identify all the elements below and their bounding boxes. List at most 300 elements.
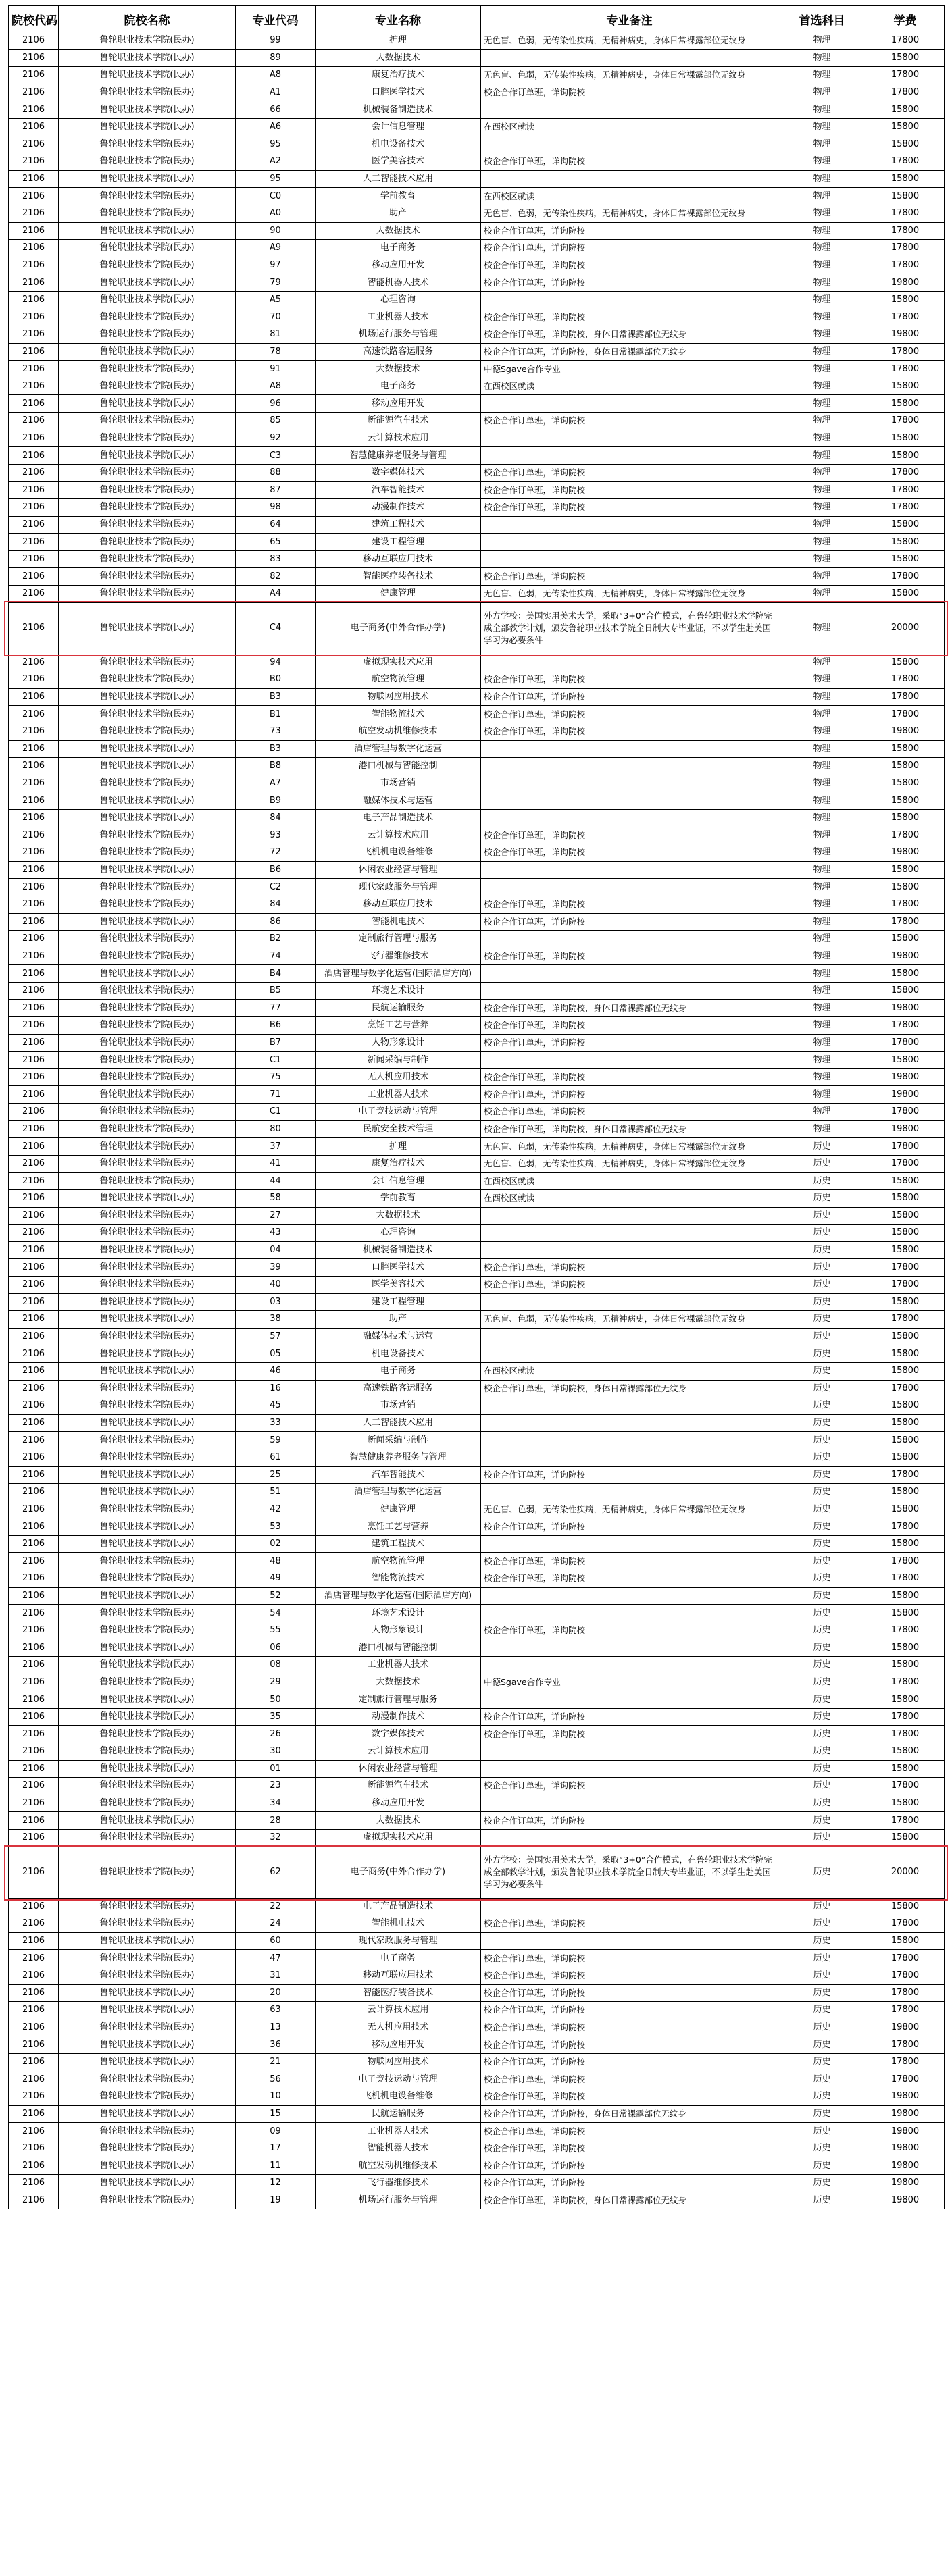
cell-major-name: 物联网应用技术 (316, 688, 481, 706)
table-row (9, 118, 945, 136)
cell-major-name: 健康管理 (316, 586, 481, 603)
cell-school-code: 2106 (9, 1622, 59, 1639)
cell-major-name: 智能机电技术 (316, 1915, 481, 1933)
cell-fee: 17800 (866, 1984, 945, 2002)
table-row (9, 1743, 945, 1761)
cell-major-note: 在西校区就读 (481, 1173, 778, 1190)
header-school-name: 院校名称 (59, 6, 236, 32)
cell-major-code: 52 (236, 1587, 316, 1605)
cell-major-note (481, 809, 778, 827)
cell-fee: 15800 (866, 1225, 945, 1242)
cell-major-code: 98 (236, 499, 316, 517)
cell-major-code: 82 (236, 568, 316, 586)
cell-subject: 历史 (778, 2105, 866, 2123)
table-row (9, 723, 945, 740)
cell-major-note (481, 1535, 778, 1553)
cell-major-note (481, 1207, 778, 1225)
cell-subject: 物理 (778, 1104, 866, 1121)
cell-school-code: 2106 (9, 49, 59, 67)
table-row (9, 654, 945, 671)
cell-major-code: 24 (236, 1915, 316, 1933)
cell-major-code: 43 (236, 1225, 316, 1242)
cell-major-note: 校企合作订单班，详询院校，身体日常裸露部位无纹身 (481, 1120, 778, 1138)
cell-school-name: 鲁轮职业技术学院(民办) (59, 1052, 236, 1069)
cell-major-name: 高速铁路客运服务 (316, 1380, 481, 1397)
cell-major-code: 40 (236, 1276, 316, 1293)
cell-major-code: 88 (236, 464, 316, 482)
table-row (9, 395, 945, 413)
cell-major-name: 口腔医学技术 (316, 1259, 481, 1277)
table-row (9, 136, 945, 153)
cell-school-name: 鲁轮职业技术学院(民办) (59, 809, 236, 827)
cell-school-name: 鲁轮职业技术学院(民办) (59, 586, 236, 603)
cell-fee: 17800 (866, 2002, 945, 2019)
cell-subject: 历史 (778, 1484, 866, 1501)
cell-major-code: 94 (236, 654, 316, 671)
table-row (9, 1932, 945, 1950)
cell-major-code: A8 (236, 67, 316, 84)
cell-major-code: 16 (236, 1380, 316, 1397)
cell-major-code: 08 (236, 1657, 316, 1674)
cell-school-code: 2106 (9, 1501, 59, 1518)
cell-subject: 物理 (778, 84, 866, 101)
cell-fee: 17800 (866, 2036, 945, 2054)
cell-major-name: 酒店管理与数字化运营 (316, 740, 481, 758)
cell-school-name: 鲁轮职业技术学院(民办) (59, 1915, 236, 1933)
table-row (9, 688, 945, 706)
cell-school-code: 2106 (9, 257, 59, 274)
cell-fee: 15800 (866, 740, 945, 758)
cell-major-name: 智能医疗装备技术 (316, 1984, 481, 2002)
cell-subject: 历史 (778, 1622, 866, 1639)
cell-school-code: 2106 (9, 1743, 59, 1761)
cell-major-name: 大数据技术 (316, 1812, 481, 1830)
table-row (9, 1622, 945, 1639)
table-row (9, 1898, 945, 1915)
cell-school-name: 鲁轮职业技术学院(民办) (59, 1138, 236, 1156)
cell-fee: 15800 (866, 1639, 945, 1657)
cell-school-name: 鲁轮职业技术学院(民办) (59, 931, 236, 948)
cell-major-note (481, 1484, 778, 1501)
cell-major-note (481, 101, 778, 119)
cell-school-code: 2106 (9, 2088, 59, 2106)
cell-major-name: 人工智能技术应用 (316, 1414, 481, 1432)
cell-major-note (481, 534, 778, 551)
cell-school-code: 2106 (9, 1276, 59, 1293)
cell-subject: 历史 (778, 1605, 866, 1622)
cell-major-code: 86 (236, 913, 316, 931)
cell-major-name: 融媒体技术与运营 (316, 1328, 481, 1345)
cell-major-code: 23 (236, 1778, 316, 1795)
cell-school-name: 鲁轮职业技术学院(民办) (59, 1293, 236, 1311)
table-row (9, 2019, 945, 2036)
cell-subject: 物理 (778, 758, 866, 775)
table-row (9, 740, 945, 758)
table-row (9, 1293, 945, 1311)
cell-major-code: 61 (236, 1449, 316, 1466)
cell-subject: 物理 (778, 534, 866, 551)
table-row (9, 1397, 945, 1415)
table-row (9, 896, 945, 913)
cell-school-code: 2106 (9, 1829, 59, 1847)
cell-major-code: C4 (236, 602, 316, 654)
cell-school-code: 2106 (9, 2053, 59, 2071)
cell-school-name: 鲁轮职业技术学院(民办) (59, 1950, 236, 1967)
table-row (9, 2123, 945, 2140)
cell-school-name: 鲁轮职业技术学院(民办) (59, 1605, 236, 1622)
cell-major-note (481, 1293, 778, 1311)
cell-subject: 物理 (778, 861, 866, 879)
cell-school-name: 鲁轮职业技术学院(民办) (59, 1639, 236, 1657)
cell-school-code: 2106 (9, 499, 59, 517)
cell-major-note: 校企合作订单班，详询院校 (481, 222, 778, 240)
cell-fee: 17800 (866, 706, 945, 723)
cell-school-name: 鲁轮职业技术学院(民办) (59, 1190, 236, 1208)
cell-school-name: 鲁轮职业技术学院(民办) (59, 1397, 236, 1415)
cell-major-note: 校企合作订单班，详询院校 (481, 2036, 778, 2054)
cell-subject: 物理 (778, 775, 866, 792)
cell-major-note (481, 1743, 778, 1761)
cell-major-name: 人物形象设计 (316, 1034, 481, 1052)
cell-school-code: 2106 (9, 413, 59, 430)
cell-subject: 物理 (778, 1052, 866, 1069)
cell-major-code: 97 (236, 257, 316, 274)
cell-subject: 物理 (778, 413, 866, 430)
cell-major-code: 30 (236, 1743, 316, 1761)
table-row (9, 291, 945, 309)
cell-major-name: 大数据技术 (316, 1674, 481, 1691)
cell-school-code: 2106 (9, 1639, 59, 1657)
cell-subject: 历史 (778, 1225, 866, 1242)
cell-school-name: 鲁轮职业技术学院(民办) (59, 1898, 236, 1915)
cell-subject: 历史 (778, 1449, 866, 1466)
cell-school-code: 2106 (9, 948, 59, 965)
table-row (9, 1570, 945, 1588)
cell-major-note: 无色盲、色弱，无传染性疾病，无精神病史，身体日常裸露部位无纹身 (481, 1501, 778, 1518)
cell-school-code: 2106 (9, 205, 59, 222)
cell-major-name: 心理咨询 (316, 291, 481, 309)
table-row (9, 1950, 945, 1967)
cell-school-code: 2106 (9, 430, 59, 447)
cell-school-name: 鲁轮职业技术学院(民办) (59, 118, 236, 136)
cell-major-note (481, 430, 778, 447)
cell-school-name: 鲁轮职业技术学院(民办) (59, 2053, 236, 2071)
cell-major-name: 飞机机电设备维修 (316, 844, 481, 862)
cell-school-code: 2106 (9, 965, 59, 983)
cell-school-code: 2106 (9, 1466, 59, 1484)
cell-fee: 19800 (866, 2019, 945, 2036)
cell-major-note: 校企合作订单班，详询院校 (481, 1726, 778, 1743)
cell-subject: 物理 (778, 464, 866, 482)
cell-subject: 历史 (778, 1155, 866, 1173)
cell-school-code: 2106 (9, 1484, 59, 1501)
table-row (9, 1259, 945, 1277)
cell-major-name: 休闲农业经营与管理 (316, 1760, 481, 1778)
cell-school-code: 2106 (9, 1691, 59, 1709)
table-row (9, 1484, 945, 1501)
cell-school-name: 鲁轮职业技术学院(民办) (59, 1812, 236, 1830)
cell-school-code: 2106 (9, 1052, 59, 1069)
cell-major-code: 75 (236, 1068, 316, 1086)
cell-major-code: 90 (236, 222, 316, 240)
cell-fee: 15800 (866, 49, 945, 67)
cell-major-name: 机械装备制造技术 (316, 1241, 481, 1259)
cell-major-name: 电子商务(中外合作办学) (316, 602, 481, 654)
cell-school-code: 2106 (9, 101, 59, 119)
cell-major-note (481, 1225, 778, 1242)
cell-subject: 历史 (778, 1847, 866, 1898)
cell-major-note (481, 775, 778, 792)
cell-major-name: 心理咨询 (316, 1225, 481, 1242)
cell-school-name: 鲁轮职业技术学院(民办) (59, 706, 236, 723)
cell-school-name: 鲁轮职业技术学院(民办) (59, 274, 236, 292)
table-row (9, 706, 945, 723)
cell-major-name: 烹饪工艺与营养 (316, 1518, 481, 1536)
table-row (9, 1000, 945, 1017)
cell-major-note: 校企合作订单班，详询院校 (481, 827, 778, 844)
cell-major-note: 校企合作订单班，详询院校 (481, 2019, 778, 2036)
cell-school-name: 鲁轮职业技术学院(民办) (59, 1086, 236, 1104)
cell-fee: 15800 (866, 1362, 945, 1380)
cell-school-code: 2106 (9, 222, 59, 240)
cell-major-name: 口腔医学技术 (316, 84, 481, 101)
cell-fee: 17800 (866, 240, 945, 257)
cell-fee: 15800 (866, 1397, 945, 1415)
cell-subject: 物理 (778, 879, 866, 896)
cell-fee: 19800 (866, 2140, 945, 2157)
cell-school-code: 2106 (9, 688, 59, 706)
cell-major-code: 36 (236, 2036, 316, 2054)
table-row (9, 1432, 945, 1449)
cell-major-code: 96 (236, 395, 316, 413)
cell-fee: 15800 (866, 188, 945, 205)
cell-major-note: 校企合作订单班，详询院校 (481, 413, 778, 430)
cell-subject: 历史 (778, 1760, 866, 1778)
cell-fee: 15800 (866, 1898, 945, 1915)
cell-school-name: 鲁轮职业技术学院(民办) (59, 568, 236, 586)
cell-school-name: 鲁轮职业技术学院(民办) (59, 602, 236, 654)
cell-subject: 历史 (778, 2140, 866, 2157)
table-row (9, 1553, 945, 1570)
cell-school-code: 2106 (9, 447, 59, 465)
cell-major-note: 校企合作订单班，详询院校 (481, 1017, 778, 1035)
cell-fee: 15800 (866, 1795, 945, 1812)
cell-major-note (481, 1829, 778, 1847)
cell-major-name: 酒店管理与数字化运营(国际酒店方向) (316, 965, 481, 983)
cell-major-name: 移动互联应用技术 (316, 1967, 481, 1984)
header-subject: 首选科目 (778, 6, 866, 32)
cell-major-name: 工业机器人技术 (316, 1086, 481, 1104)
cell-major-code: 64 (236, 516, 316, 534)
cell-school-code: 2106 (9, 982, 59, 1000)
cell-school-name: 鲁轮职业技术学院(民办) (59, 136, 236, 153)
cell-major-name: 新闻采编与制作 (316, 1432, 481, 1449)
cell-major-name: 航空发动机维修技术 (316, 723, 481, 740)
cell-major-note: 校企合作订单班，详询院校，身体日常裸露部位无纹身 (481, 343, 778, 361)
cell-major-name: 新能源汽车技术 (316, 413, 481, 430)
cell-major-code: 81 (236, 326, 316, 344)
cell-school-code: 2106 (9, 1674, 59, 1691)
cell-fee: 17800 (866, 464, 945, 482)
cell-major-note: 校企合作订单班，详询院校，身体日常裸露部位无纹身 (481, 1000, 778, 1017)
cell-school-name: 鲁轮职业技术学院(民办) (59, 291, 236, 309)
cell-major-code: B1 (236, 706, 316, 723)
cell-major-code: B8 (236, 758, 316, 775)
cell-fee: 19800 (866, 2105, 945, 2123)
cell-school-code: 2106 (9, 792, 59, 810)
table-row (9, 1173, 945, 1190)
cell-major-name: 助产 (316, 205, 481, 222)
table-row (9, 1138, 945, 1156)
cell-major-code: 57 (236, 1328, 316, 1345)
cell-major-name: 人工智能技术应用 (316, 170, 481, 188)
cell-school-code: 2106 (9, 913, 59, 931)
cell-school-name: 鲁轮职业技术学院(民办) (59, 1259, 236, 1277)
cell-major-name: 港口机械与智能控制 (316, 1639, 481, 1657)
cell-fee: 15800 (866, 982, 945, 1000)
cell-major-note: 校企合作订单班，详询院校 (481, 1086, 778, 1104)
cell-major-code: 62 (236, 1847, 316, 1898)
table-row (9, 2088, 945, 2106)
table-row (9, 1778, 945, 1795)
cell-school-code: 2106 (9, 1535, 59, 1553)
cell-fee: 15800 (866, 1501, 945, 1518)
cell-major-code: 44 (236, 1173, 316, 1190)
cell-school-code: 2106 (9, 2123, 59, 2140)
cell-fee: 17800 (866, 1466, 945, 1484)
cell-school-name: 鲁轮职业技术学院(民办) (59, 378, 236, 395)
cell-subject: 物理 (778, 913, 866, 931)
cell-school-name: 鲁轮职业技术学院(民办) (59, 1276, 236, 1293)
cell-school-code: 2106 (9, 1657, 59, 1674)
cell-major-note: 在西校区就读 (481, 188, 778, 205)
cell-subject: 物理 (778, 32, 866, 50)
cell-school-name: 鲁轮职业技术学院(民办) (59, 1691, 236, 1709)
cell-school-name: 鲁轮职业技术学院(民办) (59, 913, 236, 931)
cell-school-code: 2106 (9, 931, 59, 948)
cell-fee: 15800 (866, 879, 945, 896)
header-school-code: 院校代码 (9, 6, 59, 32)
cell-major-code: B9 (236, 792, 316, 810)
cell-major-name: 市场营销 (316, 775, 481, 792)
cell-school-code: 2106 (9, 2175, 59, 2192)
cell-major-code: 28 (236, 1812, 316, 1830)
cell-school-name: 鲁轮职业技术学院(民办) (59, 1345, 236, 1363)
table-row (9, 447, 945, 465)
cell-fee: 17800 (866, 2053, 945, 2071)
cell-major-note (481, 931, 778, 948)
cell-major-note: 校企合作订单班，详询院校 (481, 1778, 778, 1795)
cell-school-name: 鲁轮职业技术学院(民办) (59, 671, 236, 689)
cell-major-note (481, 740, 778, 758)
table-row (9, 1674, 945, 1691)
cell-major-code: 50 (236, 1691, 316, 1709)
cell-major-note: 校企合作订单班，详询院校 (481, 1068, 778, 1086)
cell-school-code: 2106 (9, 827, 59, 844)
table-row (9, 361, 945, 378)
cell-fee: 17800 (866, 1259, 945, 1277)
cell-major-code: B4 (236, 965, 316, 983)
cell-fee: 17800 (866, 499, 945, 517)
table-row (9, 879, 945, 896)
cell-major-name: 电子产品制造技术 (316, 809, 481, 827)
cell-school-name: 鲁轮职业技术学院(民办) (59, 1743, 236, 1761)
cell-subject: 物理 (778, 430, 866, 447)
cell-subject: 物理 (778, 688, 866, 706)
cell-school-name: 鲁轮职业技术学院(民办) (59, 775, 236, 792)
cell-major-name: 休闲农业经营与管理 (316, 861, 481, 879)
cell-fee: 17800 (866, 1553, 945, 1570)
cell-school-name: 鲁轮职业技术学院(民办) (59, 1708, 236, 1726)
cell-subject: 历史 (778, 1553, 866, 1570)
cell-subject: 物理 (778, 948, 866, 965)
cell-fee: 17800 (866, 1674, 945, 1691)
cell-fee: 15800 (866, 1241, 945, 1259)
cell-major-name: 物联网应用技术 (316, 2053, 481, 2071)
cell-school-name: 鲁轮职业技术学院(民办) (59, 965, 236, 983)
cell-major-name: 建筑工程技术 (316, 516, 481, 534)
cell-subject: 物理 (778, 706, 866, 723)
cell-major-code: 37 (236, 1138, 316, 1156)
cell-major-name: 航空发动机维修技术 (316, 2157, 481, 2175)
cell-subject: 物理 (778, 309, 866, 326)
cell-subject: 历史 (778, 1241, 866, 1259)
cell-fee: 15800 (866, 447, 945, 465)
cell-major-note: 校企合作订单班，详询院校 (481, 1259, 778, 1277)
table-row (9, 1104, 945, 1121)
cell-fee: 17800 (866, 413, 945, 430)
cell-fee: 15800 (866, 1691, 945, 1709)
cell-major-name: 电子商务 (316, 378, 481, 395)
cell-school-code: 2106 (9, 240, 59, 257)
cell-subject: 物理 (778, 1068, 866, 1086)
table-row (9, 222, 945, 240)
cell-major-code: 71 (236, 1086, 316, 1104)
cell-school-name: 鲁轮职业技术学院(民办) (59, 309, 236, 326)
cell-subject: 物理 (778, 550, 866, 568)
cell-subject: 物理 (778, 1000, 866, 1017)
cell-school-code: 2106 (9, 568, 59, 586)
cell-school-code: 2106 (9, 879, 59, 896)
cell-major-name: 建筑工程技术 (316, 1535, 481, 1553)
table-row (9, 2071, 945, 2088)
cell-subject: 历史 (778, 1518, 866, 1536)
cell-subject: 物理 (778, 378, 866, 395)
cell-school-code: 2106 (9, 153, 59, 171)
cell-major-name: 移动应用开发 (316, 2036, 481, 2054)
cell-school-code: 2106 (9, 1017, 59, 1035)
cell-major-name: 汽车智能技术 (316, 1466, 481, 1484)
table-row (9, 2192, 945, 2209)
cell-subject: 物理 (778, 222, 866, 240)
table-row (9, 827, 945, 844)
cell-school-code: 2106 (9, 844, 59, 862)
cell-subject: 历史 (778, 1362, 866, 1380)
cell-major-note: 校企合作订单班，详询院校 (481, 1622, 778, 1639)
cell-major-note: 校企合作订单班，详询院校 (481, 2140, 778, 2157)
table-row (9, 809, 945, 827)
cell-subject: 物理 (778, 101, 866, 119)
cell-subject: 历史 (778, 2175, 866, 2192)
cell-major-code: 59 (236, 1432, 316, 1449)
cell-major-note (481, 516, 778, 534)
cell-major-name: 智能机电技术 (316, 913, 481, 931)
table-row (9, 188, 945, 205)
cell-major-name: 智能机器人技术 (316, 2140, 481, 2157)
cell-major-name: 智能物流技术 (316, 706, 481, 723)
cell-major-note: 校企合作订单班，详询院校 (481, 1915, 778, 1933)
cell-major-name: 民航运输服务 (316, 2105, 481, 2123)
